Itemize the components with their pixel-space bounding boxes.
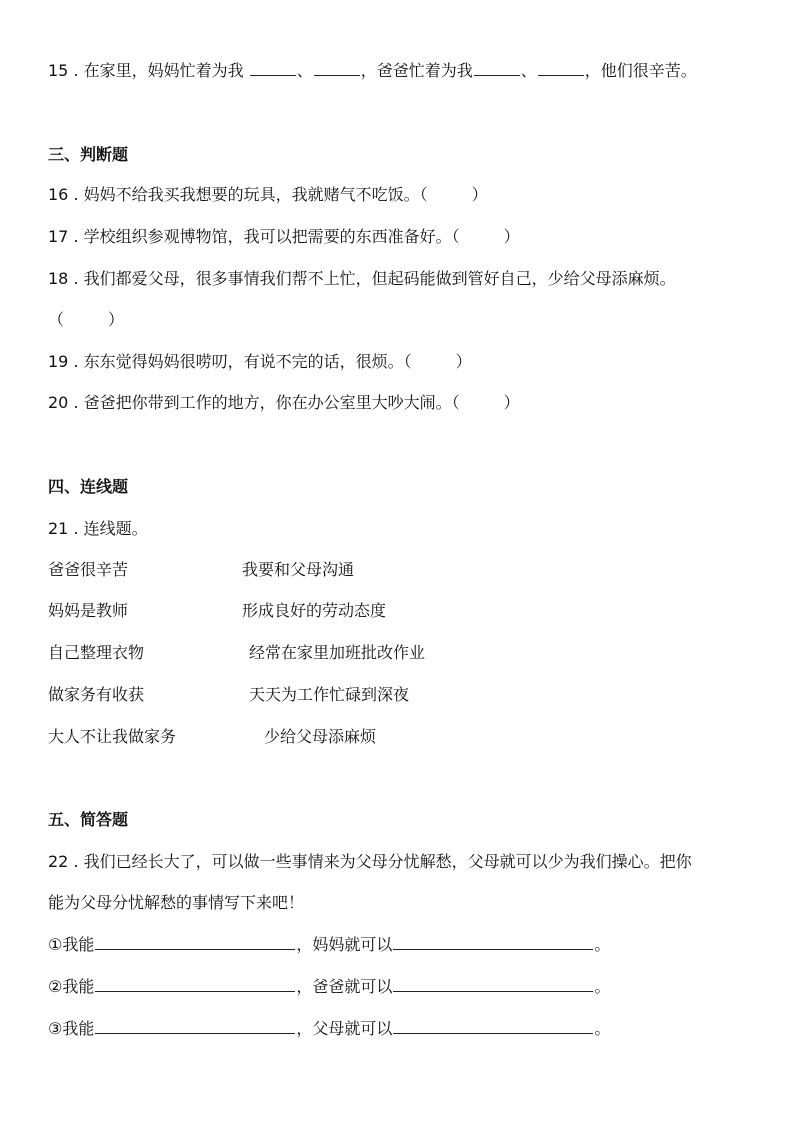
question-17 bbox=[48, 226, 520, 248]
question-text: 东东觉得妈妈很唠叨，有说不完的话，很烦。 bbox=[83, 352, 404, 371]
match-right-item[interactable]: 经常在家里加班批改作业 bbox=[249, 643, 426, 662]
section-heading-judgement: 三、判断题 bbox=[48, 145, 129, 164]
answer-mid-text: ，妈妈就可以 bbox=[296, 935, 393, 954]
answer-marker: ③我能 bbox=[48, 1019, 95, 1038]
section-heading-matching: 四、连线题 bbox=[48, 477, 129, 496]
question-text: 妈妈不给我买我想要的玩具，我就赌气不吃饭。 bbox=[83, 185, 420, 204]
match-left-item[interactable]: 做家务有收获 bbox=[48, 685, 145, 704]
question-number: 19 . bbox=[48, 352, 79, 371]
fill-blank[interactable] bbox=[474, 60, 520, 76]
question-text: 我们都爱父母，很多事情我们帮不上忙，但起码能做到管好自己，少给父母添麻烦。 bbox=[83, 269, 676, 288]
answer-paren-open: （ bbox=[403, 352, 412, 371]
question-number: 22 . bbox=[48, 852, 79, 871]
answer-line-1 bbox=[48, 934, 610, 956]
question-16 bbox=[48, 184, 488, 206]
question-number: 18 . bbox=[48, 269, 79, 288]
question-18 bbox=[48, 268, 676, 290]
answer-paren-close: ） bbox=[503, 393, 520, 412]
section-heading-short-answer: 五、简答题 bbox=[48, 810, 129, 829]
question-20 bbox=[48, 392, 520, 414]
question-text: 学校组织参观博物馆，我可以把需要的东西准备好。 bbox=[83, 227, 452, 246]
match-right-item[interactable]: 少给父母添麻烦 bbox=[264, 727, 377, 746]
question-number: 20 . bbox=[48, 393, 79, 412]
answer-line-3 bbox=[48, 1018, 610, 1040]
answer-paren-close: ） bbox=[503, 227, 520, 246]
answer-paren-close: ） bbox=[471, 185, 488, 204]
question-text: ，爸爸忙着为我 bbox=[360, 61, 473, 80]
question-number: 17 . bbox=[48, 227, 79, 246]
fill-blank[interactable] bbox=[95, 934, 295, 950]
match-left-item[interactable]: 自己整理衣物 bbox=[48, 643, 145, 662]
answer-end: 。 bbox=[594, 1019, 611, 1038]
question-22-continued: 能为父母分忧解愁的事情写下来吧！ bbox=[48, 893, 305, 912]
answer-paren-open: （ bbox=[419, 185, 428, 204]
fill-blank[interactable] bbox=[393, 934, 593, 950]
answer-paren-open: （ bbox=[48, 310, 65, 329]
answer-marker: ①我能 bbox=[48, 935, 95, 954]
match-left-item[interactable]: 爸爸很辛苦 bbox=[48, 560, 129, 579]
answer-line-2 bbox=[48, 976, 610, 998]
answer-mid-text: ，爸爸就可以 bbox=[296, 977, 393, 996]
question-text: 在家里，妈妈忙着为我 bbox=[83, 61, 244, 80]
separator: 、 bbox=[296, 61, 313, 80]
question-15 bbox=[48, 60, 697, 82]
match-left-item[interactable]: 妈妈是教师 bbox=[48, 601, 129, 620]
answer-paren-open: （ bbox=[451, 393, 460, 412]
match-right-item[interactable]: 形成良好的劳动态度 bbox=[242, 601, 387, 620]
match-right-item[interactable]: 天天为工作忙碌到深夜 bbox=[249, 685, 410, 704]
question-18-answer bbox=[48, 309, 124, 331]
fill-blank[interactable] bbox=[95, 976, 295, 992]
question-number: 16 . bbox=[48, 185, 79, 204]
fill-blank[interactable] bbox=[538, 60, 584, 76]
answer-end: 。 bbox=[594, 935, 611, 954]
answer-paren-close: ） bbox=[455, 352, 472, 371]
question-text: 我们已经长大了，可以做一些事情来为父母分忧解愁，父母就可以少为我们操心。把你 bbox=[83, 852, 692, 871]
question-text: 连线题。 bbox=[83, 519, 148, 538]
fill-blank[interactable] bbox=[250, 60, 296, 76]
answer-paren-open: （ bbox=[451, 227, 460, 246]
question-22 bbox=[48, 851, 692, 873]
question-19 bbox=[48, 351, 472, 373]
separator: 、 bbox=[520, 61, 537, 80]
question-text: ，他们很辛苦。 bbox=[584, 61, 697, 80]
question-21 bbox=[48, 518, 148, 540]
answer-paren-close: ） bbox=[108, 310, 125, 329]
question-number: 15 . bbox=[48, 61, 79, 80]
answer-mid-text: ，父母就可以 bbox=[296, 1019, 393, 1038]
answer-marker: ②我能 bbox=[48, 977, 95, 996]
fill-blank[interactable] bbox=[393, 976, 593, 992]
fill-blank[interactable] bbox=[95, 1018, 295, 1034]
match-left-item[interactable]: 大人不让我做家务 bbox=[48, 727, 177, 746]
fill-blank[interactable] bbox=[314, 60, 360, 76]
question-text: 爸爸把你带到工作的地方，你在办公室里大吵大闹。 bbox=[83, 393, 452, 412]
question-number: 21 . bbox=[48, 519, 79, 538]
fill-blank[interactable] bbox=[393, 1018, 593, 1034]
answer-end: 。 bbox=[594, 977, 611, 996]
match-right-item[interactable]: 我要和父母沟通 bbox=[242, 560, 355, 579]
